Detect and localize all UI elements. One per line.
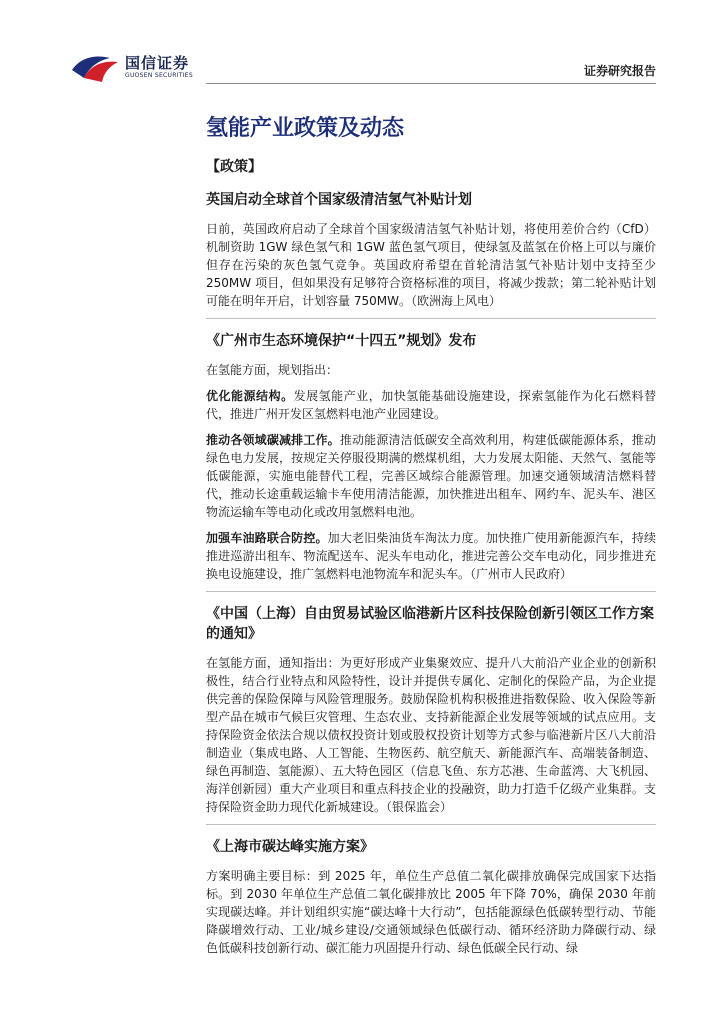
report-header xyxy=(0,0,724,90)
article-paragraph xyxy=(206,220,656,310)
page-title: 氢能产业政策及动态 xyxy=(206,116,405,141)
report-body xyxy=(206,112,656,965)
article-paragraph xyxy=(206,654,656,816)
article-lingang-insurance xyxy=(206,604,656,825)
paragraph-text: 在氢能方面，规划指出： xyxy=(206,363,339,377)
logo-chinese-name: 国信证券 xyxy=(125,54,190,72)
paragraph-lead: 推动各领域碳减排工作。 xyxy=(206,433,340,447)
article-uk-hydrogen-subsidy xyxy=(206,190,656,319)
logo-english-name: GUOSEN SECURITIES xyxy=(125,72,194,79)
paragraph-text: 方案明确主要目标：到 2025 年，单位生产总值二氧化碳排放确保完成国家下达指标。到 2030 年单位生产总值二氧化碳排放比 2005 年下降 70%，确保 2030 年前实现碳达峰。并计划组织实施“碳达峰十大行动”，包括能源绿色低碳转型行动、节能降碳增效行动、工业/城乡建设/交通领域绿色低碳行动、循环经济助力降碳行动、绿色低碳科技创新行动、碳汇能力巩固提升行动、绿色低碳全民行动、绿 xyxy=(206,869,656,955)
article-paragraph xyxy=(206,529,656,583)
paragraph-lead: 优化能源结构。 xyxy=(206,389,294,403)
guosen-logo xyxy=(70,48,200,86)
article-divider xyxy=(206,824,656,825)
paragraph-text: 推动能源清洁低碳安全高效利用，构建低碳能源体系，推动绿色电力发展，按规定关停服役期满的燃煤机组，大力发展太阳能、天然气、氢能等低碳能源，实施电能替代工程，完善区域综合能源管理。加速交通领域清洁燃料替代，推动长途重载运输卡车使用清洁能源，加快推进出租车、网约车、泥头车、港区物流运输车等电动化或改用氢燃料电池。 xyxy=(206,433,656,519)
report-type-label: 证券研究报告 xyxy=(583,64,656,78)
paragraph-text: 在氢能方面，通知指出：为更好形成产业集聚效应、提升八大前沿产业企业的创新积极性，结合行业特点和风险特性，设计并提供专属化、定制化的保险产品，为企业提供完善的保险保障与风险管理服务。鼓励保险机构积极推进指数保险、收入保险等新型产品在城市气候巨灾管理、生态农业、支持新能源企业发展等领域的试点应用。支持保险资金依法合规以债权投资计划或股权投资计划等方式参与临港新片区八大前沿制造业（集成电路、人工智能、生物医药、航空航天、新能源汽车、高端装备制造、绿色再制造、氢能源）、五大特色园区（信息飞鱼、东方芯港、生命蓝湾、大飞机园、海洋创新园）重大产业项目和重点科技企业的投融资，助力打造千亿级产业集群。支持保险资金助力现代化新城建设。（银保监会） xyxy=(206,656,657,814)
paragraph-text: 发展氢能产业，加快氢能基础设施建设，探索氢能作为化石燃料替代，推进广州开发区氢燃料电池产业园建设。 xyxy=(206,389,656,421)
article-title: 《广州市生态环境保护“十四五”规划》发布 xyxy=(206,333,477,349)
article-shanghai-carbon-peak xyxy=(206,837,656,957)
article-guangzhou-eco-plan xyxy=(206,331,656,592)
article-paragraph xyxy=(206,867,656,957)
paragraph-text: 加大老旧柴油货车淘汰力度。加快推广使用新能源汽车，持续推进巡游出租车、物流配送车、泥头车电动化，推进完善公交车电动化，同步推进充换电设施建设，推广氢燃料电池物流车和泥头车。（广州市人民政府） xyxy=(206,531,656,581)
header-divider xyxy=(206,83,656,84)
article-paragraph xyxy=(206,387,656,423)
article-title: 英国启动全球首个国家级清洁氢气补贴计划 xyxy=(206,192,472,208)
article-paragraph xyxy=(206,361,656,379)
paragraph-lead: 加强车油路联合防控。 xyxy=(206,531,328,545)
article-divider xyxy=(206,591,656,592)
article-title: 《上海市碳达峰实施方案》 xyxy=(206,839,374,855)
article-paragraph xyxy=(206,431,656,521)
article-divider xyxy=(206,318,656,319)
paragraph-text: 日前，英国政府启动了全球首个国家级清洁氢气补贴计划，将使用差价合约（CfD）机制资助 1GW 绿色氢气和 1GW 蓝色氢气项目，使绿氢及蓝氢在价格上可以与廉价但存在污染的灰色氢气竞争。英国政府希望在首轮清洁氢气补贴计划中支持至少250MW 项目，但如果没有足够符合资格标准的项目，将减少拨款；第二轮补贴计划可能在明年开启，计划容量 750MW。（欧洲海上风电） xyxy=(206,222,656,308)
section-tag: 【政策】 xyxy=(206,159,262,175)
article-title: 《中国（上海）自由贸易试验区临港新片区科技保险创新引领区工作方案的通知》 xyxy=(206,606,654,642)
guosen-logo-mark-icon xyxy=(70,48,122,84)
